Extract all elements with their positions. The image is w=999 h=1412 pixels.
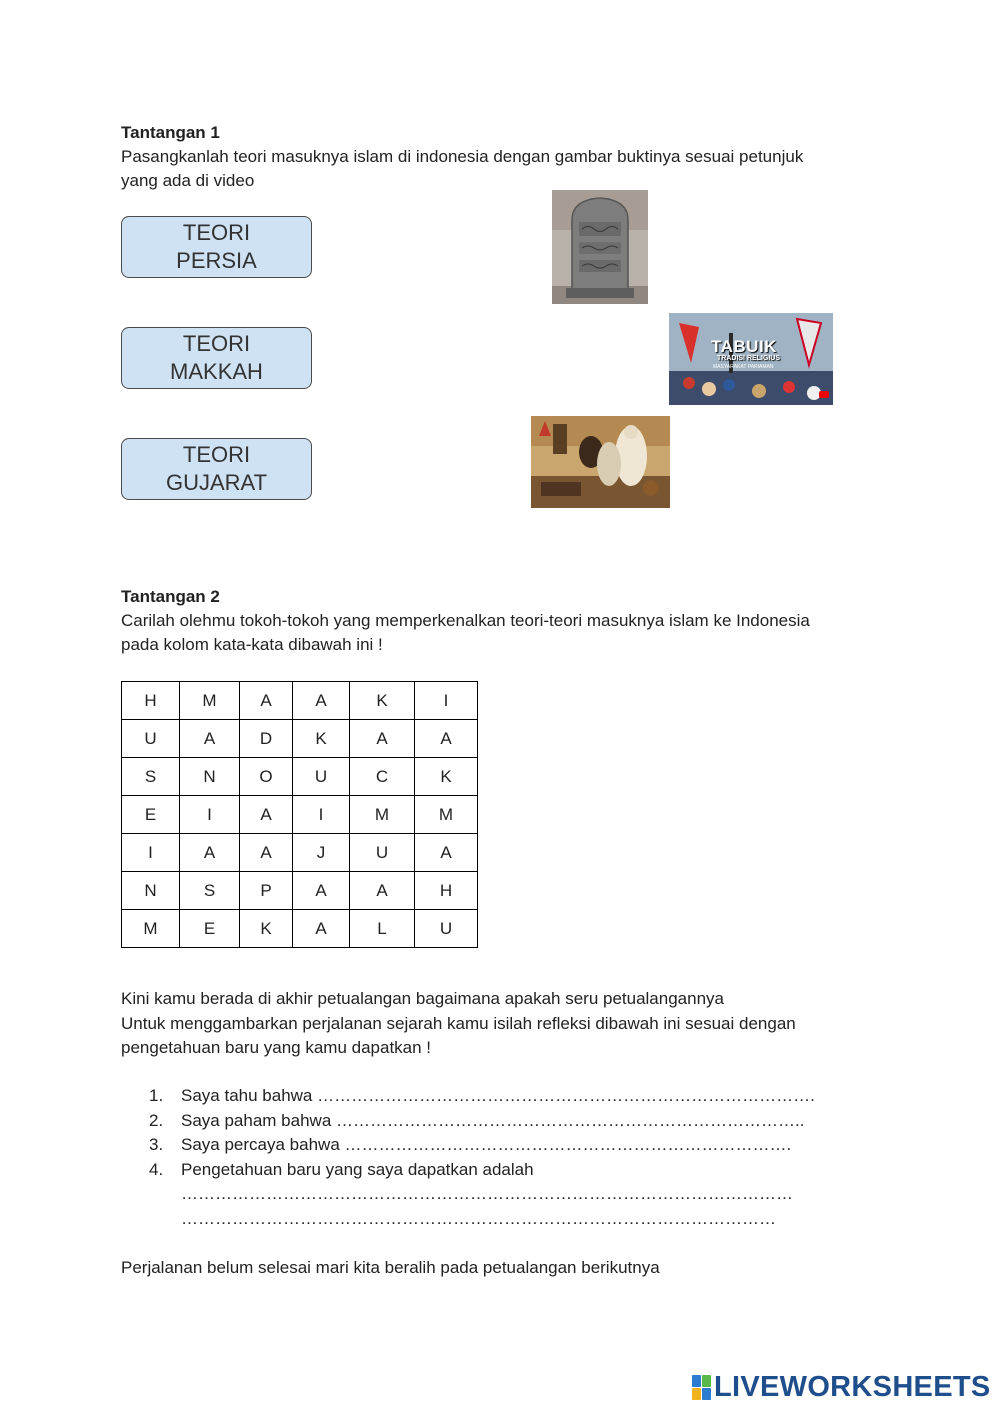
logo-blocks-icon: [692, 1375, 711, 1400]
grid-cell[interactable]: A: [180, 834, 240, 872]
grid-cell[interactable]: A: [240, 834, 293, 872]
grid-cell[interactable]: U: [122, 720, 180, 758]
grid-cell[interactable]: H: [415, 872, 478, 910]
grid-cell[interactable]: A: [240, 682, 293, 720]
challenge2-instruction-line1: Carilah olehmu tokoh-tokoh yang memperkenalkan teori-teori masuknya islam ke Indonesia: [121, 611, 810, 630]
grid-cell[interactable]: U: [293, 758, 350, 796]
list-number: 2.: [149, 1110, 164, 1130]
theory-label-line1: TEORI: [182, 220, 251, 245]
theory-gujarat-box[interactable]: [121, 438, 312, 500]
theory-label-line1: TEORI: [182, 442, 251, 467]
grid-cell[interactable]: J: [293, 834, 350, 872]
grid-cell[interactable]: C: [350, 758, 415, 796]
closing-text: Perjalanan belum selesai mari kita beralih pada petualangan berikutnya: [121, 1258, 660, 1277]
liveworksheets-logo[interactable]: [692, 1372, 991, 1402]
list-number: 4.: [149, 1159, 164, 1179]
grid-cell[interactable]: O: [240, 758, 293, 796]
grid-cell[interactable]: U: [415, 910, 478, 948]
reflection-item-3[interactable]: [121, 1133, 891, 1158]
gravestone-image[interactable]: [552, 190, 648, 304]
grid-cell[interactable]: I: [122, 834, 180, 872]
reflection-intro-line3: pengetahuan baru yang kamu dapatkan !: [121, 1038, 432, 1057]
grid-cell[interactable]: L: [350, 910, 415, 948]
grid-cell[interactable]: H: [122, 682, 180, 720]
reflection-intro-line1: Kini kamu berada di akhir petualangan bagaimana apakah seru petualangannya: [121, 989, 724, 1008]
grid-cell[interactable]: I: [415, 682, 478, 720]
youtube-icon: [819, 391, 829, 398]
grid-cell[interactable]: K: [350, 682, 415, 720]
challenge2-instruction-line2: pada kolom kata-kata dibawah ini !: [121, 635, 383, 654]
theory-label-line2: GUJARAT: [165, 470, 268, 495]
grid-cell[interactable]: E: [122, 796, 180, 834]
grid-row: [122, 910, 478, 948]
challenge2-title: Tantangan 2: [121, 587, 220, 606]
tabuik-title: TABUIK: [711, 337, 777, 356]
grid-cell[interactable]: A: [293, 910, 350, 948]
grid-cell[interactable]: N: [180, 758, 240, 796]
theory-label-line2: PERSIA: [176, 248, 257, 273]
grid-row: [122, 720, 478, 758]
reflection-item-1[interactable]: [121, 1084, 891, 1109]
grid-cell[interactable]: A: [293, 872, 350, 910]
grid-cell[interactable]: A: [415, 834, 478, 872]
grid-cell[interactable]: S: [122, 758, 180, 796]
theory-makkah-box[interactable]: [121, 327, 312, 389]
grid-cell[interactable]: A: [350, 872, 415, 910]
reflection-item-2[interactable]: [121, 1109, 891, 1134]
grid-cell[interactable]: U: [350, 834, 415, 872]
reflection-text: Saya paham bahwa ………………………………………………………………………..: [181, 1110, 805, 1130]
grid-cell[interactable]: I: [180, 796, 240, 834]
grid-cell[interactable]: M: [180, 682, 240, 720]
answer-dots-line-1[interactable]: ………………………………………………………………………………………………: [181, 1184, 793, 1203]
grid-cell[interactable]: S: [180, 872, 240, 910]
grid-cell[interactable]: M: [122, 910, 180, 948]
grid-row: [122, 834, 478, 872]
tabuik-image[interactable]: [669, 313, 833, 405]
grid-row: [122, 682, 478, 720]
merchants-painting-image[interactable]: [531, 416, 670, 508]
reflection-intro-line2: Untuk menggambarkan perjalanan sejarah kamu isilah refleksi dibawah ini sesuai dengan: [121, 1014, 796, 1033]
grid-cell[interactable]: M: [350, 796, 415, 834]
challenge1-instruction-line2: yang ada di video: [121, 171, 255, 190]
grid-cell[interactable]: E: [180, 910, 240, 948]
grid-cell[interactable]: A: [293, 682, 350, 720]
grid-cell[interactable]: I: [293, 796, 350, 834]
grid-row: [122, 796, 478, 834]
grid-row: [122, 758, 478, 796]
theory-persia-box[interactable]: [121, 216, 312, 278]
grid-row: [122, 872, 478, 910]
grid-cell[interactable]: K: [415, 758, 478, 796]
grid-cell[interactable]: N: [122, 872, 180, 910]
grid-cell[interactable]: D: [240, 720, 293, 758]
grid-cell[interactable]: M: [415, 796, 478, 834]
reflection-item-4[interactable]: [121, 1158, 891, 1183]
reflection-text: Saya percaya bahwa …………………………………………………………………….: [181, 1135, 792, 1154]
theory-label-line2: MAKKAH: [170, 359, 263, 384]
grid-cell[interactable]: A: [350, 720, 415, 758]
theory-label-line1: TEORI: [182, 331, 251, 356]
list-number: 3.: [149, 1135, 164, 1154]
reflection-list: [121, 1084, 891, 1231]
list-number: 1.: [149, 1086, 164, 1105]
word-search-grid[interactable]: [121, 681, 478, 948]
reflection-text: Pengetahuan baru yang saya dapatkan adalah: [181, 1159, 534, 1179]
answer-dots-line-2[interactable]: ……………………………………………………………………………………………: [181, 1208, 776, 1228]
grid-cell[interactable]: K: [293, 720, 350, 758]
grid-cell[interactable]: P: [240, 872, 293, 910]
gravestone-illustration: [552, 190, 648, 304]
grid-cell[interactable]: A: [415, 720, 478, 758]
tabuik-caption: MASYARAKAT PARIAMAN: [713, 364, 774, 370]
reflection-text: Saya tahu bahwa …………………………………………………………………………….: [181, 1086, 815, 1105]
grid-cell[interactable]: K: [240, 910, 293, 948]
grid-cell[interactable]: A: [240, 796, 293, 834]
tabuik-subtitle: TRADISI RELIGIUS: [717, 355, 781, 362]
challenge1-title: Tantangan 1: [121, 123, 220, 142]
merchants-illustration: [531, 416, 670, 508]
challenge1-instruction-line1: Pasangkanlah teori masuknya islam di indonesia dengan gambar buktinya sesuai petunjuk: [121, 147, 804, 166]
grid-cell[interactable]: A: [180, 720, 240, 758]
brand-name: LIVEWORKSHEETS: [714, 1370, 991, 1403]
